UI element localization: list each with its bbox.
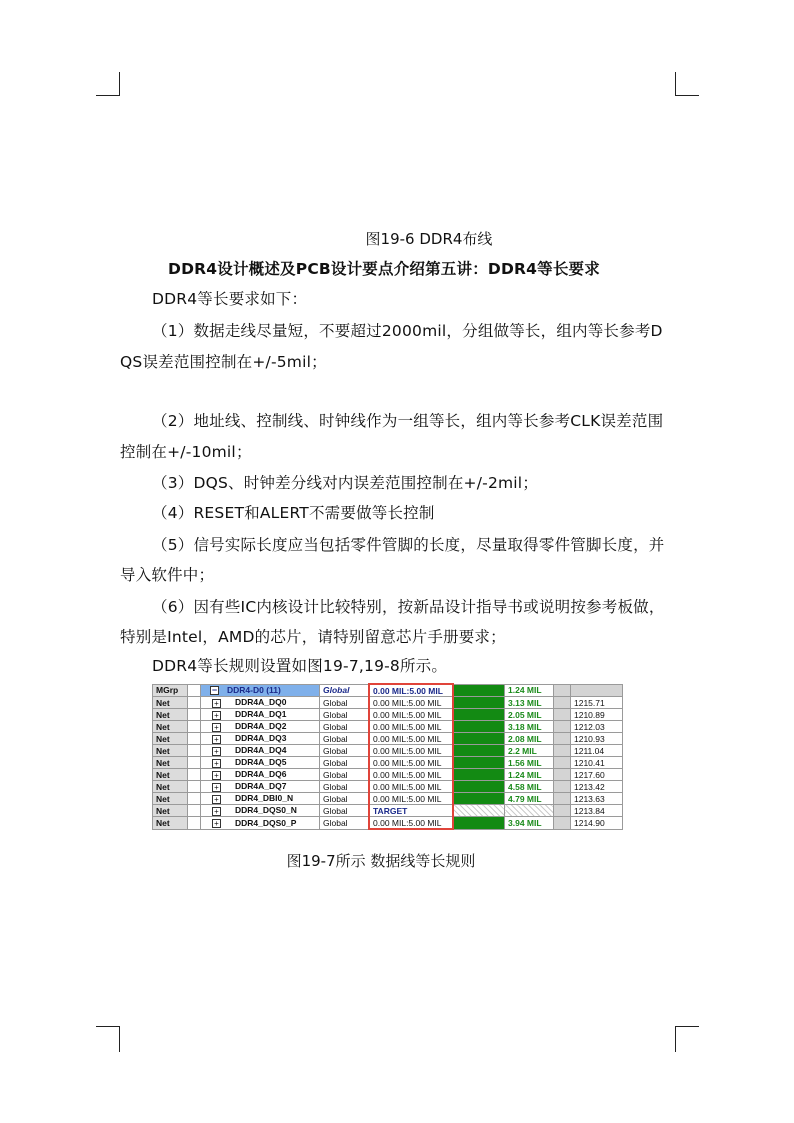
row-scope: Global [320,769,370,781]
section-heading: DDR4设计概述及PCB设计要点介绍第五讲：DDR4等长要求 [168,260,600,278]
row-length: 1210.41 [571,757,623,769]
row-length: 1212.03 [571,721,623,733]
net-name: DDR4_DBI0_N [235,793,294,804]
expand-icon[interactable]: + [212,747,221,756]
net-name: DDR4_DQS0_P [235,817,297,828]
row-scope: Global [320,817,370,830]
row-constraint: 0.00 MIL:5.00 MIL [369,769,453,781]
row-type: Net [153,733,188,745]
expand-icon[interactable]: + [212,807,221,816]
expand-icon[interactable]: + [212,735,221,744]
row-constraint: 0.00 MIL:5.00 MIL [369,721,453,733]
expand-icon[interactable]: + [212,723,221,732]
row-type: Net [153,757,188,769]
row-value: 1.24 MIL [505,769,554,781]
row-constraint: 0.00 MIL:5.00 MIL [369,757,453,769]
item-1-line-2: QS误差范围控制在+/-5mil； [120,353,327,371]
table-row [153,781,623,793]
row-type: Net [153,817,188,830]
settings-line: DDR4等长规则设置如图19-7,19-8所示。 [152,657,448,675]
row-value: 3.13 MIL [505,697,554,709]
table-row [153,805,623,817]
row-length: 1213.84 [571,805,623,817]
net-name: DDR4A_DQ7 [235,781,287,792]
table-row [153,757,623,769]
net-name: DDR4A_DQ2 [235,721,287,732]
item-5-line-1: （5）信号实际长度应当包括零件管脚的长度，尽量取得零件管脚长度，并 [152,536,665,554]
net-name: DDR4A_DQ1 [235,709,287,720]
net-name-cell[interactable] [201,781,320,793]
table-row [153,721,623,733]
net-name-cell[interactable] [201,709,320,721]
crop-mark-top-left-v [119,72,120,96]
row-constraint: 0.00 MIL:5.00 MIL [369,684,453,697]
row-constraint: 0.00 MIL:5.00 MIL [369,745,453,757]
row-type: Net [153,697,188,709]
net-name: DDR4A_DQ5 [235,757,287,768]
group-name: DDR4-D0 (11) [227,685,281,696]
net-name-cell[interactable] [201,805,320,817]
row-value: 2.2 MIL [505,745,554,757]
row-value: 3.18 MIL [505,721,554,733]
expand-icon[interactable]: + [212,699,221,708]
row-length: 1211.04 [571,745,623,757]
expand-icon[interactable]: + [212,795,221,804]
net-name-cell[interactable] [201,769,320,781]
row-constraint: 0.00 MIL:5.00 MIL [369,733,453,745]
item-4: （4）RESET和ALERT不需要做等长控制 [152,504,435,522]
figure-caption-bottom: 图19-7所示 数据线等长规则 [286,852,476,870]
row-constraint: 0.00 MIL:5.00 MIL [369,697,453,709]
row-scope: Global [320,733,370,745]
row-value: 2.08 MIL [505,733,554,745]
row-length: 1213.42 [571,781,623,793]
net-name-cell[interactable] [201,733,320,745]
row-constraint: 0.00 MIL:5.00 MIL [369,709,453,721]
row-length: 1214.90 [571,817,623,830]
row-value [505,805,554,817]
group-name-cell[interactable] [201,684,320,697]
row-value: 3.94 MIL [505,817,554,830]
row-value: 4.58 MIL [505,781,554,793]
row-scope: Global [320,684,370,697]
table-row [153,793,623,805]
row-constraint: 0.00 MIL:5.00 MIL [369,793,453,805]
net-name: DDR4A_DQ6 [235,769,287,780]
row-value: 4.79 MIL [505,793,554,805]
crop-mark-bottom-left-v [119,1026,120,1052]
row-length: 1210.93 [571,733,623,745]
crop-mark-top-right-v [675,72,676,96]
row-scope: Global [320,781,370,793]
row-value: 1.56 MIL [505,757,554,769]
net-name-cell[interactable] [201,745,320,757]
expand-icon[interactable]: + [212,759,221,768]
item-6-line-1: （6）因有些IC内核设计比较特别，按新品设计指导书或说明按参考板做， [152,598,665,616]
row-scope: Global [320,709,370,721]
net-name-cell[interactable] [201,757,320,769]
expand-icon[interactable]: + [212,771,221,780]
row-type: Net [153,793,188,805]
row-constraint: 0.00 MIL:5.00 MIL [369,781,453,793]
row-scope: Global [320,697,370,709]
expand-icon[interactable]: + [212,783,221,792]
net-name-cell[interactable] [201,817,320,830]
row-type: MGrp [153,684,188,697]
row-scope: Global [320,757,370,769]
row-type: Net [153,805,188,817]
row-length: 1210.89 [571,709,623,721]
table-row [153,745,623,757]
collapse-icon[interactable]: − [211,685,218,696]
row-scope: Global [320,793,370,805]
item-2-line-1: （2）地址线、控制线、时钟线作为一组等长，组内等长参考CLK误差范围 [152,412,664,430]
row-length: 1217.60 [571,769,623,781]
row-value: 1.24 MIL [505,684,554,697]
net-name: DDR4A_DQ3 [235,733,287,744]
row-length: 1213.63 [571,793,623,805]
row-scope: Global [320,805,370,817]
row-scope: Global [320,745,370,757]
group-row [153,684,623,697]
net-name-cell[interactable] [201,721,320,733]
net-name-cell[interactable] [201,793,320,805]
crop-mark-top-left-h [96,95,120,96]
item-3: （3）DQS、时钟差分线对内误差范围控制在+/-2mil； [152,474,539,492]
crop-mark-bottom-right-h [675,1026,699,1027]
length-rules-table [152,683,623,830]
item-2-line-2: 控制在+/-10mil； [120,443,252,461]
net-name-cell[interactable] [201,697,320,709]
net-name: DDR4_DQS0_N [235,805,297,816]
table-row [153,697,623,709]
figure-caption-top: 图19-6 DDR4布线 [365,230,493,248]
intro-text: DDR4等长要求如下： [152,290,308,308]
row-type: Net [153,721,188,733]
crop-mark-bottom-left-h [96,1026,120,1027]
table-row [153,709,623,721]
row-type: Net [153,709,188,721]
row-type: Net [153,781,188,793]
expand-icon[interactable]: + [212,819,221,828]
item-6-line-2: 特别是Intel，AMD的芯片，请特别留意芯片手册要求； [120,628,506,646]
row-constraint: 0.00 MIL:5.00 MIL [369,817,453,830]
row-type: Net [153,745,188,757]
net-name: DDR4A_DQ4 [235,745,287,756]
net-name: DDR4A_DQ0 [235,697,287,708]
item-5-line-2: 导入软件中； [120,566,215,584]
item-1-line-1: （1）数据走线尽量短，不要超过2000mil，分组做等长，组内等长参考D [152,322,663,340]
row-constraint: TARGET [369,805,453,817]
row-type: Net [153,769,188,781]
row-length: 1215.71 [571,697,623,709]
table-row [153,769,623,781]
table-row [153,817,623,830]
expand-icon[interactable]: + [212,711,221,720]
row-value: 2.05 MIL [505,709,554,721]
row-scope: Global [320,721,370,733]
table-row [153,733,623,745]
crop-mark-bottom-right-v [675,1026,676,1052]
crop-mark-top-right-h [675,95,699,96]
